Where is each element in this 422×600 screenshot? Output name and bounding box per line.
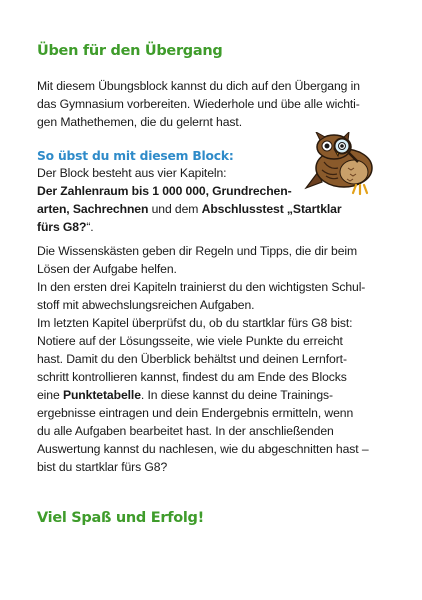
bold-text: Der Zahlenraum bis 1 000 000, Grundrechen- bbox=[37, 184, 292, 198]
body-line: Die Wissenskästen geben dir Regeln und Tipps, die dir beim bbox=[37, 244, 358, 258]
body-line: Auswertung kannst du nachlesen, wie du abgeschnitten hast – bbox=[37, 442, 369, 456]
body-text: eine bbox=[37, 388, 63, 402]
intro-line: gen Mathethemen, die du gelernt hast. bbox=[37, 115, 242, 129]
body-line: Notiere auf der Lösungsseite, wie viele Punkte du erreicht bbox=[37, 334, 343, 348]
owl-icon bbox=[304, 132, 390, 198]
body-line bbox=[37, 389, 333, 401]
body-text: und dem bbox=[148, 202, 202, 216]
bold-text: Abschlusstest „Startklar bbox=[201, 202, 342, 216]
body-line: stoff mit abwechslungsreichen Aufgaben. bbox=[37, 298, 255, 312]
page-title: Üben für den Übergang bbox=[37, 43, 223, 59]
bold-text: fürs G8? bbox=[37, 220, 87, 234]
intro-line: das Gymnasium vorbereiten. Wiederhole und übe alle wichti- bbox=[37, 97, 360, 111]
bold-text: Punktetabelle bbox=[62, 388, 141, 402]
closing-heading: Viel Spaß und Erfolg! bbox=[37, 510, 204, 526]
bold-text: arten, Sachrechnen bbox=[37, 202, 149, 216]
body-line bbox=[37, 185, 292, 197]
body-line: ergebnisse eintragen und dein Endergebnis ermitteln, wenn bbox=[37, 406, 354, 420]
body-line: hast. Damit du den Überblick behältst und deinen Lernfort- bbox=[37, 352, 347, 366]
body-line: Der Block besteht aus vier Kapiteln: bbox=[37, 166, 227, 180]
body-line: Im letzten Kapitel überprüfst du, ob du startklar fürs G8 bist: bbox=[37, 316, 353, 330]
intro-line: Mit diesem Übungsblock kannst du dich auf den Übergang in bbox=[37, 79, 360, 93]
body-text: “. bbox=[86, 220, 94, 234]
body-line: du alle Aufgaben bearbeitet hast. In der anschließenden bbox=[37, 424, 334, 438]
body-text: . In diese kannst du deine Trainings- bbox=[140, 388, 333, 402]
body-line bbox=[37, 221, 94, 233]
body-line: In den ersten drei Kapiteln trainierst du den wichtigsten Schul- bbox=[37, 280, 366, 294]
body-line: bist du startklar fürs G8? bbox=[37, 460, 168, 474]
body-line: Lösen der Aufgabe helfen. bbox=[37, 262, 177, 276]
body-line bbox=[37, 203, 341, 215]
body-line: schritt kontrollieren kannst, findest du am Ende des Blocks bbox=[37, 370, 347, 384]
section-heading: So übst du mit diesem Block: bbox=[37, 149, 234, 163]
